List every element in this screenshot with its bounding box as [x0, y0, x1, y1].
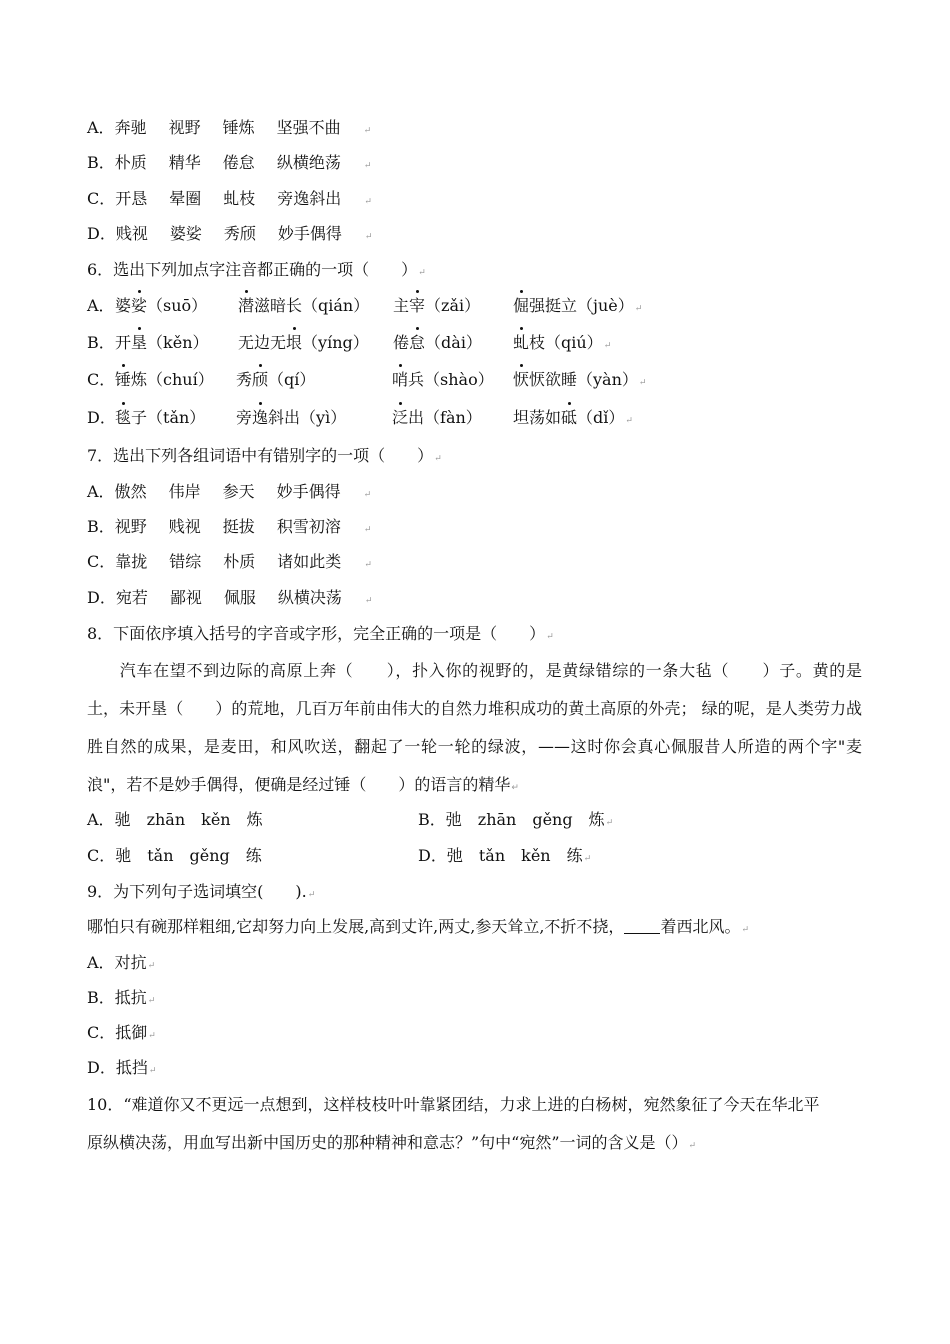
q9-stem: 9．为下列句子选词填空( ).↵ [87, 882, 316, 901]
q8-passage: 汽车在望不到边际的高原上奔（ ），扑入你的视野的，是黄绿错综的一条大毡（ ）子。黄的是土，未开垦（ ）的荒地，几百万年前由伟大的自然力堆积成功的黄土高原的外壳； 绿的呢，是人类劳力战胜自然的成果，是麦田，和风吹送，翻起了一轮一轮的绿波，——这时你会真心佩服昔人所造的两个字"麦浪"，若不是妙手偶得，便确是经过锤（ ）的语言的精华↵ [87, 661, 862, 794]
q6-b-item-4: 虬枝（qiú）↵ [513, 333, 612, 352]
q6-d-item-4: 坦荡如砥（dǐ）↵ [513, 408, 633, 427]
q5-option-a: A．奔驰 视野 锤炼 坚强不曲 ↵ [87, 118, 372, 137]
q6-d-item-2: 旁逸斜出（yì） [236, 408, 347, 427]
q5-option-c: C．开恳 晕圈 虬枝 旁逸斜出 ↵ [87, 189, 372, 208]
q8-option-c: C．驰 tǎn gěng 练 [87, 846, 262, 865]
q8-stem: 8．下面依序填入括号的字音或字形，完全正确的一项是（ ）↵ [87, 624, 554, 643]
q6-c-item-4: 恹恹欲睡（yàn）↵ [513, 370, 647, 389]
q9-option-d: D．抵挡↵ [87, 1058, 157, 1077]
q6-c-item-3: 哨兵（shào） [392, 370, 494, 389]
q10-line-1: 10．“难道你又不更远一点想到，这样枝枝叶叶靠紧团结，力求上进的白杨树，宛然象征了今天在华北平 [87, 1095, 820, 1114]
q7-option-b: B．视野 贱视 挺拔 积雪初溶 ↵ [87, 517, 372, 536]
q6-b-item-1: 开垦（kěn） [115, 333, 209, 352]
q6-b-item-2: 无边无垠（yíng） [238, 333, 369, 352]
q5-option-b: B．朴质 精华 倦怠 纵横绝荡 ↵ [87, 153, 372, 172]
q9-sentence: 哪怕只有碗那样粗细,它却努力向上发展,高到丈许,两丈,参天耸立,不折不挠， 着西北风。↵ [87, 917, 749, 936]
q6-b-item-3: 倦怠（dài） [393, 333, 482, 352]
q6-a-item-3: 主宰（zǎi） [393, 296, 481, 315]
q9-option-c: C．抵御↵ [87, 1023, 156, 1042]
q6-c-item-1: 锤炼（chuí） [115, 370, 214, 389]
q6-d-item-3: 泛出（fàn） [392, 408, 482, 427]
q8-option-a: A．驰 zhān kěn 炼 [87, 810, 263, 829]
q6-d-item-1: 毯子（tǎn） [115, 408, 206, 427]
q10-line-2: 原纵横决荡，用血写出新中国历史的那种精神和意志？”句中“宛然”一词的含义是（）↵ [87, 1133, 697, 1152]
q7-stem: 7．选出下列各组词语中有错别字的一项（ ）↵ [87, 446, 442, 465]
q7-option-d: D．宛若 鄙视 佩服 纵横决荡 ↵ [87, 588, 373, 607]
q5-option-d: D．贱视 婆娑 秀颀 妙手偶得 ↵ [87, 224, 373, 243]
q9-option-a: A．对抗↵ [87, 953, 156, 972]
q6-c-item-2: 秀颀（qí） [236, 370, 316, 389]
q8-option-d: D．弛 tǎn kěn 练↵ [418, 846, 592, 865]
q6-a-item-2: 潜滋暗长（qián） [238, 296, 370, 315]
q7-option-c: C．靠拢 错综 朴质 诸如此类 ↵ [87, 552, 372, 571]
q6-a-item-1: 婆娑（suō） [115, 296, 208, 315]
q9-option-b: B．抵抗↵ [87, 988, 156, 1007]
q6-a-item-4: 倔强挺立（juè）↵ [513, 296, 643, 315]
fill-blank [624, 919, 660, 934]
q6-stem: 6．选出下列加点字注音都正确的一项（ ）↵ [87, 260, 426, 279]
q8-option-b: B．弛 zhān gěng 炼↵ [418, 810, 614, 829]
q7-option-a: A．傲然 伟岸 参天 妙手偶得 ↵ [87, 482, 372, 501]
